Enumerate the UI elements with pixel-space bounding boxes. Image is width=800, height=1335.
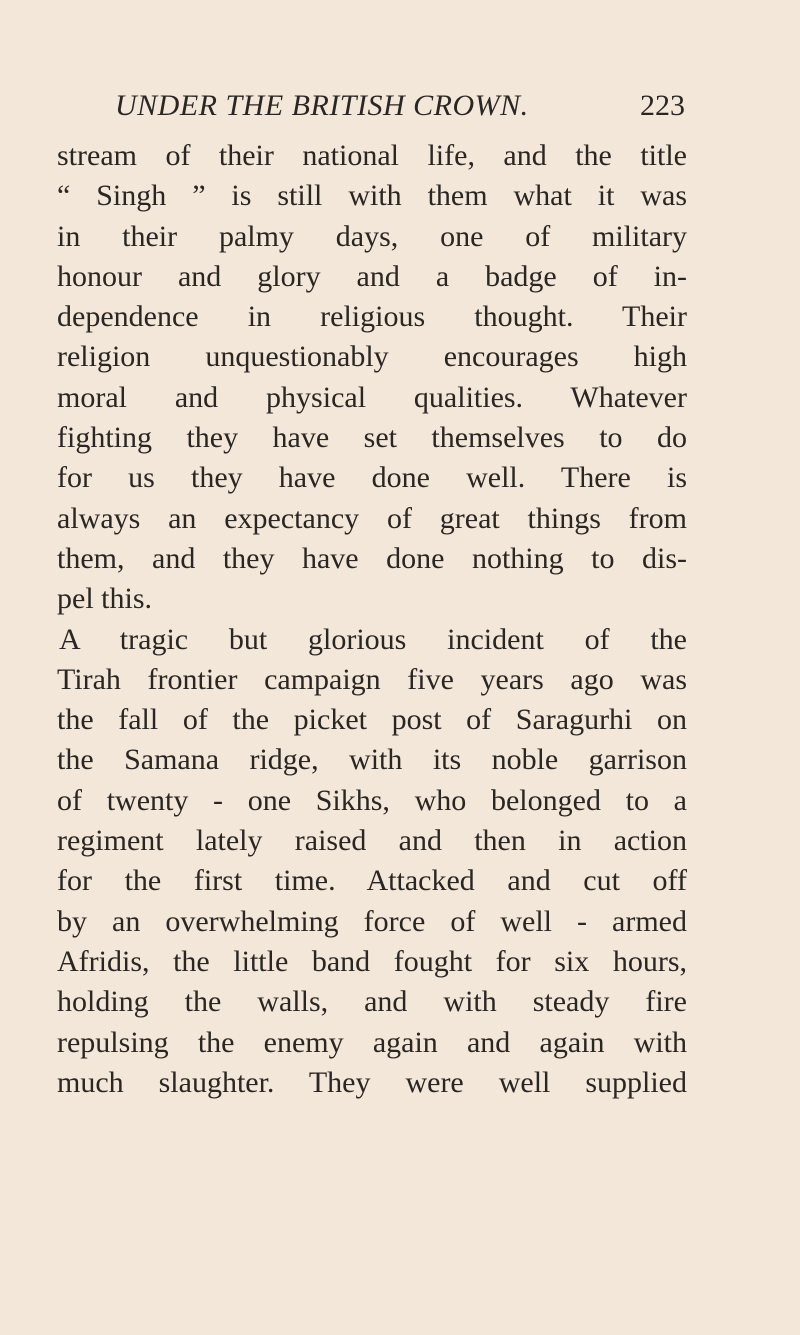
text-line: the Samana ridge, with its noble garrison (57, 743, 687, 777)
text-line: “ Singh ” is still with them what it was (57, 179, 687, 213)
body-text (57, 136, 687, 1103)
text-line: Afridis, the little band fought for six hours, (57, 944, 687, 978)
running-head (115, 89, 685, 125)
text-line: always an expectancy of great things from (57, 501, 687, 535)
text-line: the fall of the picket post of Saragurhi on (57, 703, 687, 737)
text-line: dependence in religious thought. Their (57, 300, 687, 334)
text-line: holding the walls, and with steady fire (57, 985, 687, 1019)
text-line: of twenty - one Sikhs, who belonged to a (57, 783, 687, 817)
text-line: for us they have done well. There is (57, 461, 687, 495)
text-line: A tragic but glorious incident of the (59, 622, 687, 656)
text-line: repulsing the enemy again and again with (57, 1025, 687, 1059)
text-line: Tirah frontier campaign five years ago was (57, 662, 687, 696)
text-line: them, and they have done nothing to dis- (57, 541, 687, 575)
text-line: fighting they have set themselves to do (57, 421, 687, 455)
text-line: honour and glory and a badge of in- (57, 259, 687, 293)
text-line: by an overwhelming force of well - armed (57, 904, 687, 938)
text-line: in their palmy days, one of military (57, 219, 687, 253)
text-line: religion unquestionably encourages high (57, 340, 687, 374)
text-line: much slaughter. They were well supplied (57, 1065, 687, 1099)
text-line: pel this. (57, 582, 152, 616)
text-line: regiment lately raised and then in action (57, 824, 687, 858)
text-line: moral and physical qualities. Whatever (57, 380, 687, 414)
page-number: 223 (640, 89, 685, 122)
text-line: stream of their national life, and the title (57, 139, 687, 172)
running-title: UNDER THE BRITISH CROWN. (115, 89, 529, 122)
text-line: for the first time. Attacked and cut off (57, 864, 687, 898)
